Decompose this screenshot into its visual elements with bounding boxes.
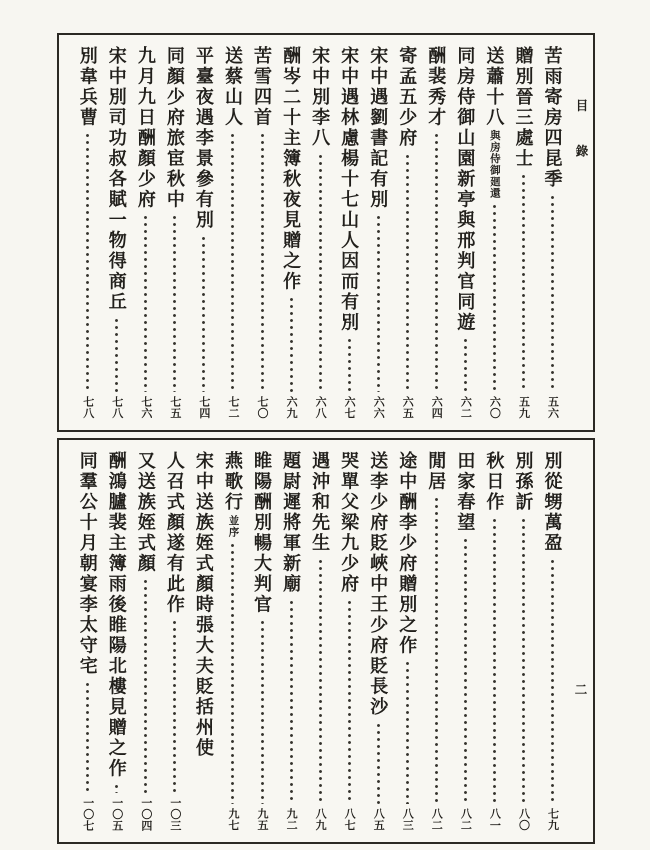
- page-number: 六八: [314, 396, 327, 419]
- toc-entry: [335, 46, 364, 420]
- toc-entry: [131, 451, 160, 832]
- page-number: 九五: [256, 808, 269, 831]
- toc-entry: [451, 451, 480, 832]
- poem-title: 秋日作: [484, 451, 505, 513]
- toc-entry: [247, 451, 276, 832]
- page-number: 九七: [226, 808, 239, 831]
- poem-title: 酬鴻臚裴主簿雨後睢陽北樓見贈之作: [106, 451, 127, 779]
- toc-entry: [160, 46, 189, 420]
- dotted-leader: [538, 194, 567, 393]
- dotted-leader: [451, 337, 480, 392]
- dotted-leader: [131, 578, 160, 793]
- poem-title: 同房侍御山園新亭與邢判官同遊: [455, 46, 476, 333]
- toc-entry: [451, 46, 480, 420]
- toc-entry: [277, 451, 306, 832]
- poem-title: 宋中別司功叔各賦一物得商丘: [106, 46, 127, 313]
- page-number: 六六: [372, 396, 385, 419]
- poem-title-note: 與房侍御廻還: [488, 130, 500, 199]
- poem-title: 睢陽酬別暢大判官: [252, 451, 273, 615]
- poem-title: 田家春望: [455, 451, 476, 533]
- poem-title: 送蕭十八: [484, 46, 505, 128]
- page-number: 七八: [81, 396, 94, 419]
- dotted-leader: [218, 132, 247, 392]
- poem-title: 宋中遇林慮楊十七山人因而有別: [339, 46, 360, 333]
- toc-entry: [247, 46, 276, 420]
- dotted-leader: [335, 599, 364, 805]
- poem-title: 哭單父梁九少府: [339, 451, 360, 595]
- dotted-leader: [102, 783, 131, 793]
- toc-frame-bottom: [57, 438, 595, 844]
- page-number: 八九: [314, 808, 327, 831]
- toc-entry: [73, 46, 102, 420]
- page-number: 五六: [546, 396, 559, 419]
- page-number: 六五: [401, 396, 414, 419]
- toc-entry: [189, 46, 218, 420]
- toc-entry: [364, 451, 393, 832]
- toc-entry: [393, 451, 422, 832]
- poem-title: 遇沖和先生: [310, 451, 331, 554]
- page-number: 九二: [285, 808, 298, 831]
- dotted-leader: [73, 681, 102, 793]
- poem-title: 別從甥萬盈: [542, 451, 563, 554]
- toc-entry: [218, 46, 247, 420]
- poem-title: 九月九日酬顏少府: [135, 46, 156, 210]
- page-number: 一〇三: [168, 796, 181, 831]
- page-number: 六四: [430, 396, 443, 419]
- dotted-leader: [422, 496, 451, 804]
- toc-entry: [218, 451, 247, 832]
- poem-title-note: 並序: [227, 514, 239, 538]
- dotted-leader: [393, 660, 422, 804]
- toc-entry: [480, 46, 509, 420]
- toc-entry: [422, 451, 451, 832]
- poem-title: 閒居: [426, 451, 447, 492]
- dotted-leader: [538, 558, 567, 805]
- dotted-leader: [451, 537, 480, 804]
- toc-entry: [509, 451, 538, 832]
- toc-entry: [160, 451, 189, 832]
- poem-title: 苦雨寄房四昆季: [542, 46, 563, 190]
- poem-title: 途中酬李少府贈別之作: [397, 451, 418, 656]
- page-number: 五九: [517, 396, 530, 419]
- toc-frame-top: [57, 33, 595, 432]
- dotted-leader: [509, 517, 538, 805]
- toc-entry: [364, 46, 393, 420]
- toc-entry: [73, 451, 102, 832]
- poem-title: 燕歌行: [222, 451, 243, 513]
- dotted-leader: [422, 132, 451, 392]
- poem-title: 酬岑二十主簿秋夜見贈之作: [281, 46, 302, 292]
- page-number: 一〇五: [110, 796, 123, 831]
- dotted-leader: [102, 317, 131, 393]
- page-number: 八三: [401, 808, 414, 831]
- poem-title: 宋中遇劉書記有別: [368, 46, 389, 210]
- page-number: 七五: [168, 396, 181, 419]
- toc-entry: [422, 46, 451, 420]
- page-number: 七八: [110, 396, 123, 419]
- page-number: 八五: [372, 808, 385, 831]
- dotted-leader: [73, 132, 102, 392]
- toc-entry: [306, 451, 335, 832]
- dotted-leader: [218, 542, 247, 805]
- page-number: 七六: [139, 396, 152, 419]
- toc-entry: [335, 451, 364, 832]
- dotted-leader: [160, 214, 189, 392]
- toc-columns-top: [73, 46, 567, 420]
- dotted-leader: [247, 619, 276, 804]
- page-number: 六〇: [488, 396, 501, 419]
- page-number: 八〇: [517, 808, 530, 831]
- toc-entry: [538, 451, 567, 832]
- page-number: 六九: [285, 396, 298, 419]
- poem-title: 宋中送族姪式顏時張大夫貶括州使: [193, 451, 214, 759]
- toc-entry: [538, 46, 567, 420]
- toc-entry: [102, 46, 131, 420]
- page-number: 六七: [343, 396, 356, 419]
- poem-title: 送李少府貶峽中王少府貶長沙: [368, 451, 389, 718]
- poem-title: 寄孟五少府: [397, 46, 418, 149]
- page-number: 八七: [343, 808, 356, 831]
- poem-title: 別韋兵曹: [77, 46, 98, 128]
- running-head: 目錄: [574, 99, 588, 190]
- page-number: 七九: [546, 808, 559, 831]
- dotted-leader: [277, 296, 306, 392]
- dotted-leader: [160, 619, 189, 793]
- page-number: 七二: [226, 396, 239, 419]
- poem-title: 平臺夜遇李景參有別: [193, 46, 214, 231]
- poem-title: 酬裴秀才: [426, 46, 447, 128]
- poem-title: 人召式顏遂有此作: [164, 451, 185, 615]
- poem-title: 宋中別李八: [310, 46, 331, 149]
- page-number: 八二: [430, 808, 443, 831]
- poem-title: 贈別晉三處士: [513, 46, 534, 169]
- dotted-leader: [335, 337, 364, 392]
- dotted-leader: [277, 599, 306, 805]
- dotted-leader: [509, 173, 538, 392]
- page-number: 一〇七: [81, 796, 94, 831]
- toc-entry: [277, 46, 306, 420]
- dotted-leader: [364, 722, 393, 805]
- toc-entry: [393, 46, 422, 420]
- dotted-leader: [393, 153, 422, 393]
- dotted-leader: [306, 153, 335, 393]
- dotted-leader: [189, 235, 218, 393]
- poem-title: 題尉遲將軍新廟: [281, 451, 302, 595]
- dotted-leader: [480, 517, 509, 805]
- toc-entry: [480, 451, 509, 832]
- poem-title: 苦雪四首: [252, 46, 273, 128]
- poem-title: 別孫訢: [513, 451, 534, 513]
- folio-number: 二: [573, 683, 587, 696]
- dotted-leader: [189, 763, 218, 828]
- dotted-leader: [480, 203, 509, 392]
- page-number: 六二: [459, 396, 472, 419]
- poem-title: 又送族姪式顏: [135, 451, 156, 574]
- toc-entry: [306, 46, 335, 420]
- dotted-leader: [306, 558, 335, 805]
- toc-entry: [131, 46, 160, 420]
- poem-title: 同顏少府旅宦秋中: [164, 46, 185, 210]
- poem-title: 送蔡山人: [222, 46, 243, 128]
- page-number: 七四: [197, 396, 210, 419]
- page-number: 八一: [488, 808, 501, 831]
- toc-entry: [102, 451, 131, 832]
- page-number: 一〇四: [139, 796, 152, 831]
- dotted-leader: [131, 214, 160, 392]
- page-number: 七〇: [256, 396, 269, 419]
- toc-entry: [509, 46, 538, 420]
- poem-title: 同羣公十月朝宴李太守宅: [77, 451, 98, 677]
- toc-columns-bottom: [73, 451, 567, 832]
- dotted-leader: [364, 214, 393, 392]
- page-number: 八二: [459, 808, 472, 831]
- dotted-leader: [247, 132, 276, 392]
- toc-entry: [189, 451, 218, 832]
